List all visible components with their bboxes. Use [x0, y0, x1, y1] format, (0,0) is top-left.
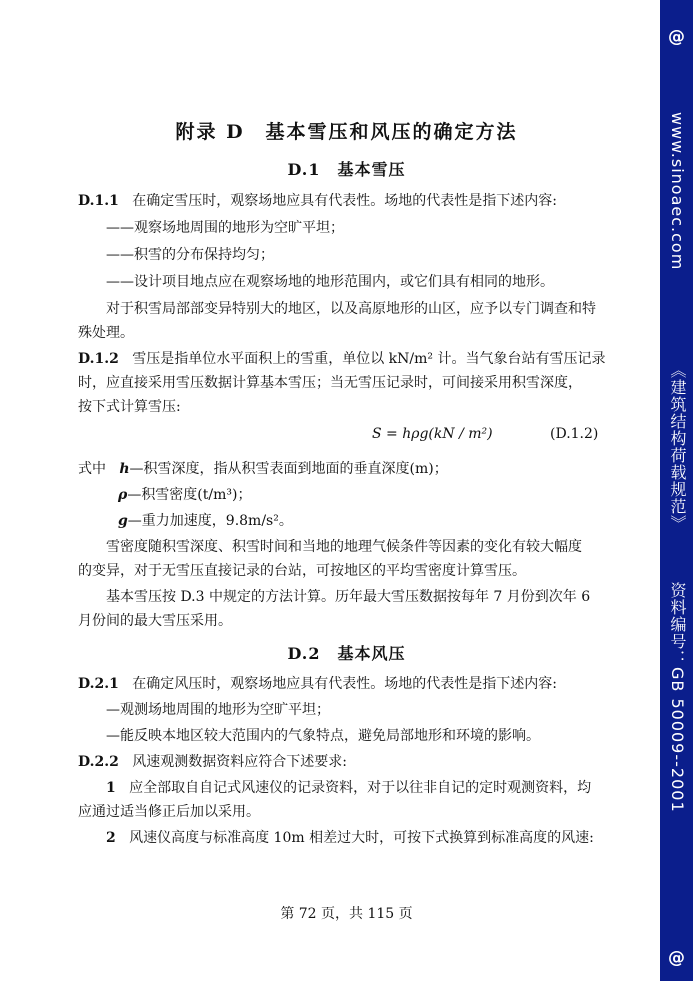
paragraph-line: 基本雪压按 D.3 中规定的方法计算。历年最大雪压数据按每年 7 月份到次年 6 — [106, 589, 591, 605]
formula-number: (D.1.2) — [550, 426, 599, 442]
list-item: ——观察场地周围的地形为空旷平坦； — [106, 220, 344, 236]
at-symbol-top: @ — [668, 27, 685, 47]
symbol-g: g — [118, 513, 128, 529]
symbol-h: h — [119, 461, 130, 477]
clause-text: 在确定雪压时，观察场地应具有代表性。场地的代表性是指下述内容: — [132, 193, 557, 209]
symbol-definition: —积雪深度，指从积雪表面到地面的垂直深度(m)； — [129, 461, 448, 477]
symbol-definition: —重力加速度，9.8m/s²。 — [127, 513, 293, 529]
at-symbol-bottom: @ — [668, 948, 685, 968]
list-item: —能反映本地区较大范围内的气象特点，避免局部地形和环境的影响。 — [106, 728, 540, 744]
clause-number: D.1.1 — [78, 193, 119, 209]
clause-text: 风速观测数据资料应符合下述要求: — [132, 754, 347, 770]
symbol-definition-g — [118, 511, 653, 531]
clause-d221 — [78, 674, 613, 694]
clause-number: D.2.1 — [78, 676, 119, 692]
paragraph-line: 的变异，对于无雪压直接记录的台站，可按地区的平均雪密度计算雪压。 — [78, 563, 526, 579]
paragraph-line: 应通过适当修正后加以采用。 — [78, 804, 260, 820]
clause-text: 雪压是指单位水平面积上的雪重，单位以 kN/m² 计。当气象台站有雪压记录 — [132, 351, 606, 367]
snow-pressure-formula: S = hρg(kN / m²) — [372, 426, 493, 442]
item-number: 2 — [106, 830, 116, 846]
where-label: 式中 — [78, 461, 106, 477]
clause-d111 — [78, 191, 613, 211]
symbol-definition-rho — [118, 485, 653, 505]
clause-number: D.1.2 — [78, 351, 119, 367]
symbol-rho: ρ — [118, 487, 128, 503]
clause-d222 — [78, 752, 613, 772]
section-heading-d1: D.1 基本雪压 — [287, 160, 406, 179]
sidebar-url: www.sinoaec.com — [668, 112, 687, 271]
section-heading-d2: D.2 基本风压 — [287, 644, 406, 663]
paragraph-line: 对于积雪局部部变异特别大的地区，以及高原地形的山区，应予以专门调查和特 — [106, 301, 596, 317]
list-item: ——积雪的分布保持均匀； — [106, 247, 274, 263]
item-number: 1 — [106, 780, 116, 796]
symbol-definition-h — [78, 459, 613, 479]
clause-d112 — [78, 349, 613, 369]
paragraph-line: 时，应直接采用雪压数据计算基本雪压；当无雪压记录时，可间接采用积雪深度， — [78, 375, 582, 391]
item-text: 风速仪高度与标准高度 10m 相差过大时，可按下式换算到标准高度的风速: — [129, 830, 594, 846]
symbol-definition: —积雪密度(t/m³)； — [127, 487, 252, 503]
numbered-item-1 — [106, 778, 641, 798]
paragraph-line: 雪密度随积雪深度、积雪时间和当地的地理气候条件等因素的变化有较大幅度 — [106, 539, 582, 555]
paragraph-line: 殊处理。 — [78, 325, 134, 341]
appendix-title: 附录 D 基本雪压和风压的确定方法 — [175, 121, 518, 143]
clause-number: D.2.2 — [78, 754, 119, 770]
paragraph-line: 按下式计算雪压: — [78, 399, 181, 415]
watermark-sidebar — [660, 0, 693, 981]
clause-text: 在确定风压时，观察场地应具有代表性。场地的代表性是指下述内容: — [132, 676, 557, 692]
paragraph-line: 月份间的最大雪压采用。 — [78, 613, 232, 629]
item-text: 应全部取自自记式风速仪的记录资料，对于以往非自记的定时观测资料，均 — [129, 780, 592, 796]
page-footer: 第 72 页，共 115 页 — [280, 906, 413, 922]
list-item: ——设计项目地点应在观察场地的地形范围内，或它们具有相同的地形。 — [106, 274, 554, 290]
sidebar-book-title: 《建筑结构荷载规范》 — [668, 362, 687, 532]
numbered-item-2 — [106, 828, 641, 848]
sidebar-document-code: 资料编号：GB 50009--2001 — [668, 582, 687, 813]
list-item: —观测场地周围的地形为空旷平坦； — [106, 702, 330, 718]
